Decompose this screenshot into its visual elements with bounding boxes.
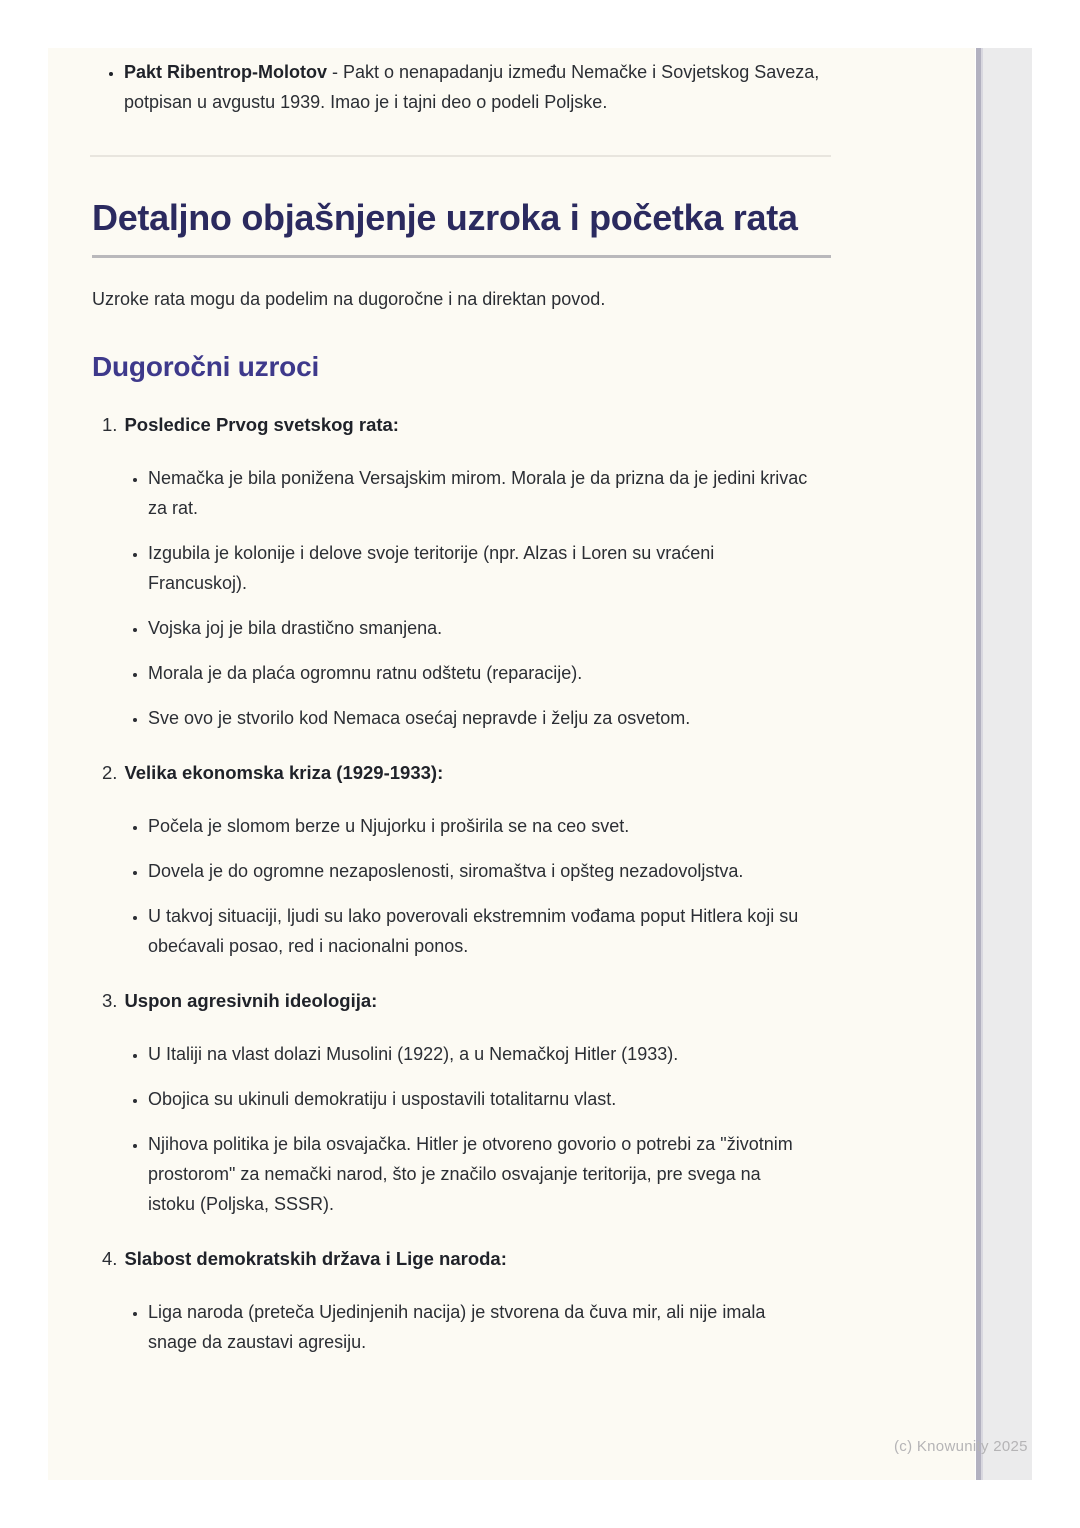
- sub-bullet-list: [92, 811, 831, 961]
- item-title: Slabost demokratskih država i Lige naroda:: [124, 1248, 507, 1269]
- intro-bullet-item: [124, 57, 831, 117]
- scrollbar-track[interactable]: [976, 48, 1032, 1480]
- intro-bullet-description: - Pakt o nenapadanju između Nemačke i Sovjetskog Saveza, potpisan u avgustu 1939. Imao je i tajni deo o podeli Poljske.: [124, 62, 820, 112]
- bullet-item: • Njihova politika je bila osvajačka. Hitler je otvoreno govorio o potrebi za "životnim prostorom" za nemački narod, što je značilo osvajanje teritorija, pre svega na istoku (Poljska, SSSR).: [148, 1129, 810, 1219]
- bullet-item: • U Italiji na vlast dolazi Musolini (1922), a u Nemačkoj Hitler (1933).: [148, 1039, 810, 1069]
- bullet-item: • Obojica su ukinuli demokratiju i uspostavili totalitarnu vlast.: [148, 1084, 810, 1114]
- bullet-item: • Morala je da plaća ogromnu ratnu odštetu (reparacije).: [148, 658, 810, 688]
- bullet-item: • Izgubila je kolonije i delove svoje teritorije (npr. Alzas i Loren su vraćeni Francuskoj).: [148, 538, 810, 598]
- item-number: 1.: [102, 414, 118, 435]
- intro-bullet-term: Pakt Ribentrop-Molotov: [124, 62, 327, 82]
- bullet-item: • Sve ovo je stvorilo kod Nemaca osećaj nepravde i želju za osvetom.: [148, 703, 810, 733]
- list-item-heading: [102, 1244, 831, 1274]
- item-title: Posledice Prvog svetskog rata:: [124, 414, 399, 435]
- bullet-item: • Počela je slomom berze u Njujorku i proširila se na ceo svet.: [148, 811, 810, 841]
- scrollbar-thumb[interactable]: [976, 48, 983, 1480]
- intro-bullet-list: [92, 57, 831, 117]
- list-item-heading: [102, 410, 831, 440]
- sub-bullet-list: [92, 1297, 831, 1357]
- list-item-heading: [102, 986, 831, 1016]
- item-number: 3.: [102, 990, 118, 1011]
- sub-bullet-list: [92, 463, 831, 733]
- list-item-heading: [102, 758, 831, 788]
- section-divider: [90, 155, 831, 157]
- bullet-item: • Vojska joj je bila drastično smanjena.: [148, 613, 810, 643]
- list-item-2: [92, 758, 831, 961]
- item-title: Uspon agresivnih ideologija:: [124, 990, 378, 1011]
- list-item-1: [92, 410, 831, 733]
- item-number: 2.: [102, 762, 118, 783]
- numbered-list: [92, 410, 831, 1357]
- copyright-watermark: (c) Knowunity 2025: [894, 1438, 1028, 1455]
- bullet-item: • Dovela je do ogromne nezaposlenosti, siromaštva i opšteg nezadovoljstva.: [148, 856, 810, 886]
- list-item-4: [92, 1244, 831, 1357]
- section-subheading: Dugoročni uzroci: [92, 351, 320, 382]
- page-title: Detaljno objašnjenje uzroka i početka rata: [92, 191, 831, 258]
- item-title: Velika ekonomska kriza (1929-1933):: [124, 762, 444, 783]
- bullet-item: • Nemačka je bila ponižena Versajskim mirom. Morala je da prizna da je jedini krivac za rat.: [148, 463, 810, 523]
- item-number: 4.: [102, 1248, 118, 1269]
- document-page: [48, 48, 975, 1480]
- intro-paragraph: Uzroke rata mogu da podelim na dugoročne i na direktan povod.: [92, 289, 606, 309]
- bullet-item: • Liga naroda (preteča Ujedinjenih nacija) je stvorena da čuva mir, ali nije imala snage da zaustavi agresiju.: [148, 1297, 810, 1357]
- sub-bullet-list: [92, 1039, 831, 1219]
- bullet-item: • U takvoj situaciji, ljudi su lako poverovali ekstremnim vođama poput Hitlera koji su obećavali posao, red i nacionalni ponos.: [148, 901, 810, 961]
- list-item-3: [92, 986, 831, 1219]
